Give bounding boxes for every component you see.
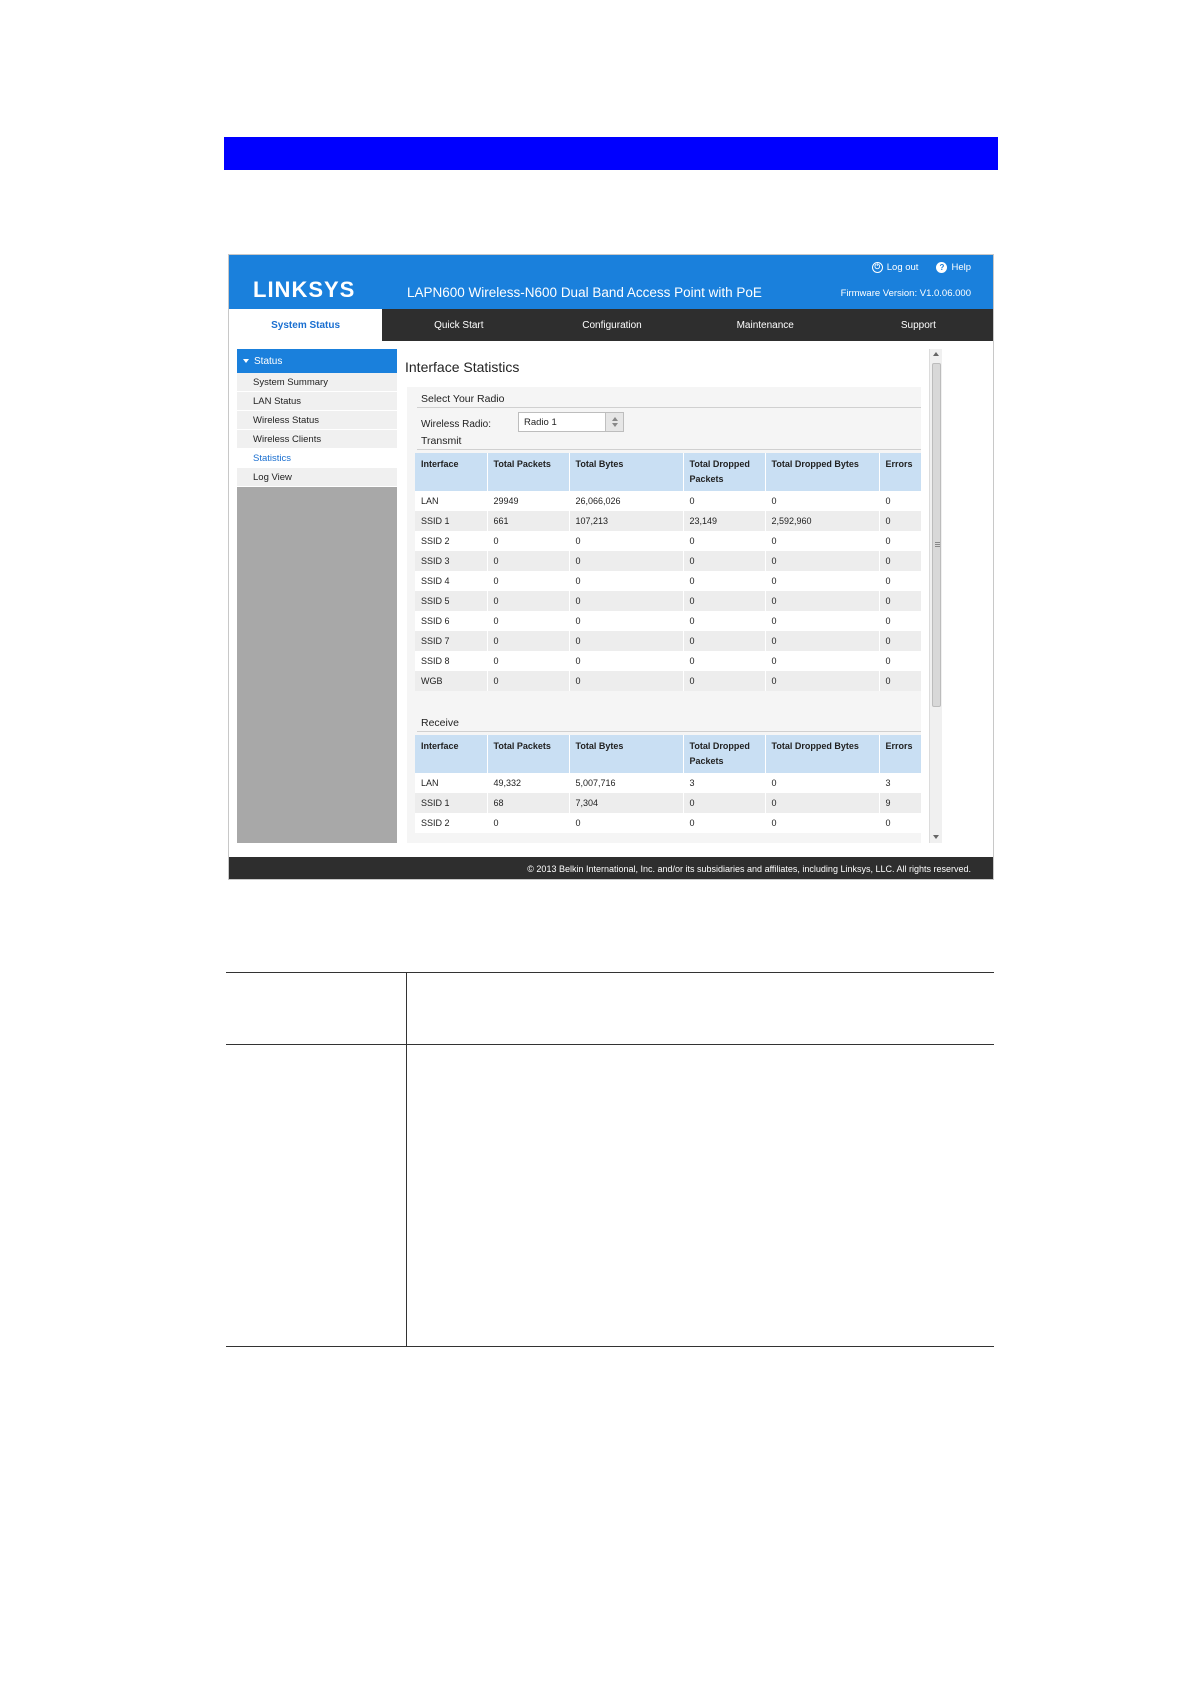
table-cell: SSID 1 [415,793,487,813]
chevron-down-icon [612,423,618,427]
table-row [415,551,921,571]
table-row [415,773,921,793]
power-icon: ⏻ [872,262,883,273]
table-cell: 0 [569,671,683,691]
table-cell: 0 [879,631,921,651]
table-row [415,491,921,511]
table-cell: SSID 3 [415,551,487,571]
column-header: Errors [879,735,921,773]
sidebar-list [237,373,397,487]
logout-label: Log out [886,262,919,273]
table-cell: 3 [879,773,921,793]
table-cell: 0 [879,511,921,531]
router-ui-screenshot [228,254,994,880]
header-links [872,262,971,273]
table-cell: 0 [487,611,569,631]
chevron-down-icon [243,359,249,363]
section-divider [417,407,921,408]
column-header: Interface [415,453,487,491]
main-content [405,349,921,843]
firmware-version: Firmware Version: V1.0.06.000 [840,288,971,299]
table-cell: 0 [765,793,879,813]
logout-link[interactable] [872,262,919,273]
sidebar-section-label: Status [254,355,283,367]
column-header: Total Packets [487,735,569,773]
help-link[interactable] [936,262,971,273]
table-cell: 7,304 [569,793,683,813]
sidebar [237,349,397,843]
table-cell: 3 [683,773,765,793]
table-cell: 0 [683,813,765,833]
tab-support[interactable]: Support [900,319,936,331]
table-cell: 0 [765,491,879,511]
table-row [415,591,921,611]
column-header: Total Dropped Packets [683,735,765,773]
page-title: Interface Statistics [405,359,520,375]
table-cell: LAN [415,773,487,793]
table-cell: 0 [765,551,879,571]
table-cell: 0 [765,631,879,651]
table-cell: SSID 6 [415,611,487,631]
column-header: Total Packets [487,453,569,491]
section-divider [417,731,921,732]
tab-quick-start[interactable]: Quick Start [434,319,484,331]
table-cell: 0 [765,611,879,631]
chevron-up-icon [612,417,618,421]
table-cell: 68 [487,793,569,813]
help-icon: ? [936,262,947,273]
table-cell: 0 [683,551,765,571]
table-cell: 0 [569,591,683,611]
document-table-row [226,972,994,1044]
table-cell: 0 [487,531,569,551]
scrollbar-thumb[interactable] [932,363,941,707]
table-row [415,813,921,833]
grip-icon [935,542,940,543]
table-cell: 0 [487,631,569,651]
table-cell: 0 [765,773,879,793]
table-cell: 0 [683,793,765,813]
table-cell: 0 [879,651,921,671]
statistics-panel [407,387,921,843]
table-cell: 0 [765,651,879,671]
table-cell: SSID 2 [415,531,487,551]
table-row [415,793,921,813]
transmit-table [415,453,921,691]
copyright-text: © 2013 Belkin International, Inc. and/or its subsidiaries and affiliates, including Linksys, LLC. All rights reserved. [527,864,971,874]
table-cell: 0 [765,571,879,591]
table-row [415,611,921,631]
sidebar-item-system-summary[interactable]: System Summary [237,373,397,392]
table-cell: 0 [879,531,921,551]
select-spinner[interactable] [605,413,623,431]
table-cell: SSID 8 [415,651,487,671]
table-cell: SSID 4 [415,571,487,591]
table-header-row [415,453,921,491]
table-row [415,631,921,651]
table-cell: WGB [415,671,487,691]
table-cell: 0 [879,571,921,591]
table-cell: 0 [879,591,921,611]
tab-configuration[interactable]: Configuration [582,319,642,331]
table-cell: 0 [487,651,569,671]
select-radio-title: Select Your Radio [421,393,505,405]
sidebar-item-statistics[interactable]: Statistics [237,449,397,468]
sidebar-item-wireless-clients[interactable]: Wireless Clients [237,430,397,449]
sidebar-item-wireless-status[interactable]: Wireless Status [237,411,397,430]
table-cell: 0 [569,651,683,671]
table-cell: 0 [879,611,921,631]
table-cell: 5,007,716 [569,773,683,793]
table-cell: 0 [879,813,921,833]
vertical-scrollbar[interactable] [929,349,942,843]
table-cell: LAN [415,491,487,511]
app-footer [229,857,994,880]
table-row [415,571,921,591]
tab-maintenance[interactable]: Maintenance [736,319,794,331]
table-cell: 0 [683,631,765,651]
document-table-cell [226,1045,406,1346]
wireless-radio-select[interactable] [518,412,624,432]
table-cell: 0 [683,591,765,611]
table-cell: 2,592,960 [765,511,879,531]
linksys-logo: LINKSYS [253,277,356,302]
wireless-radio-label: Wireless Radio: [421,419,492,430]
transmit-title: Transmit [421,435,462,447]
table-cell: 0 [487,813,569,833]
table-cell: 0 [569,611,683,631]
table-cell: SSID 7 [415,631,487,651]
table-cell: 0 [569,631,683,651]
table-cell: 0 [683,491,765,511]
section-divider [417,449,921,450]
document-table-row [226,1044,994,1346]
table-cell: 0 [487,551,569,571]
app-header [229,255,994,309]
table-cell: 0 [879,491,921,511]
scroll-down-icon[interactable] [933,835,939,839]
help-label: Help [951,262,971,273]
table-row [415,511,921,531]
table-cell: 0 [765,813,879,833]
table-cell: 0 [879,671,921,691]
scroll-up-icon[interactable] [933,352,939,356]
table-cell: 0 [487,571,569,591]
main-nav [229,309,994,341]
column-header: Total Bytes [569,453,683,491]
table-cell: 0 [765,671,879,691]
sidebar-section-status[interactable] [237,349,397,373]
table-cell: SSID 2 [415,813,487,833]
document-table-bottom-rule [226,1346,994,1347]
sidebar-item-log-view[interactable]: Log View [237,468,397,487]
table-header-row [415,735,921,773]
column-header: Total Dropped Packets [683,453,765,491]
document-table-cell [406,1045,994,1346]
table-cell: 0 [487,591,569,611]
table-cell: 107,213 [569,511,683,531]
table-row [415,651,921,671]
product-name: LAPN600 Wireless-N600 Dual Band Access Point with PoE [407,285,762,300]
document-heading-bar [224,137,998,170]
table-cell: 0 [569,531,683,551]
table-cell: SSID 1 [415,511,487,531]
table-cell: 29949 [487,491,569,511]
table-cell: 49,332 [487,773,569,793]
column-header: Errors [879,453,921,491]
table-cell: 0 [683,671,765,691]
table-row [415,531,921,551]
table-cell: 661 [487,511,569,531]
column-header: Total Dropped Bytes [765,453,879,491]
document-description-table [226,972,994,1347]
receive-title: Receive [421,717,459,729]
document-table-cell [226,973,406,1044]
table-cell: 0 [683,571,765,591]
table-cell: 0 [569,813,683,833]
table-cell: 0 [683,651,765,671]
table-cell: 26,066,026 [569,491,683,511]
column-header: Total Bytes [569,735,683,773]
wireless-radio-value: Radio 1 [524,416,557,428]
table-cell: 0 [487,671,569,691]
table-cell: 9 [879,793,921,813]
sidebar-item-lan-status[interactable]: LAN Status [237,392,397,411]
table-cell: 0 [569,551,683,571]
document-table-cell [406,973,994,1044]
column-header: Interface [415,735,487,773]
table-row [415,671,921,691]
receive-table [415,735,921,833]
tab-system-status[interactable]: System Status [229,309,382,341]
table-cell: 0 [569,571,683,591]
table-cell: 23,149 [683,511,765,531]
table-cell: 0 [683,611,765,631]
table-cell: 0 [879,551,921,571]
table-cell: SSID 5 [415,591,487,611]
table-cell: 0 [765,591,879,611]
table-cell: 0 [683,531,765,551]
table-cell: 0 [765,531,879,551]
column-header: Total Dropped Bytes [765,735,879,773]
